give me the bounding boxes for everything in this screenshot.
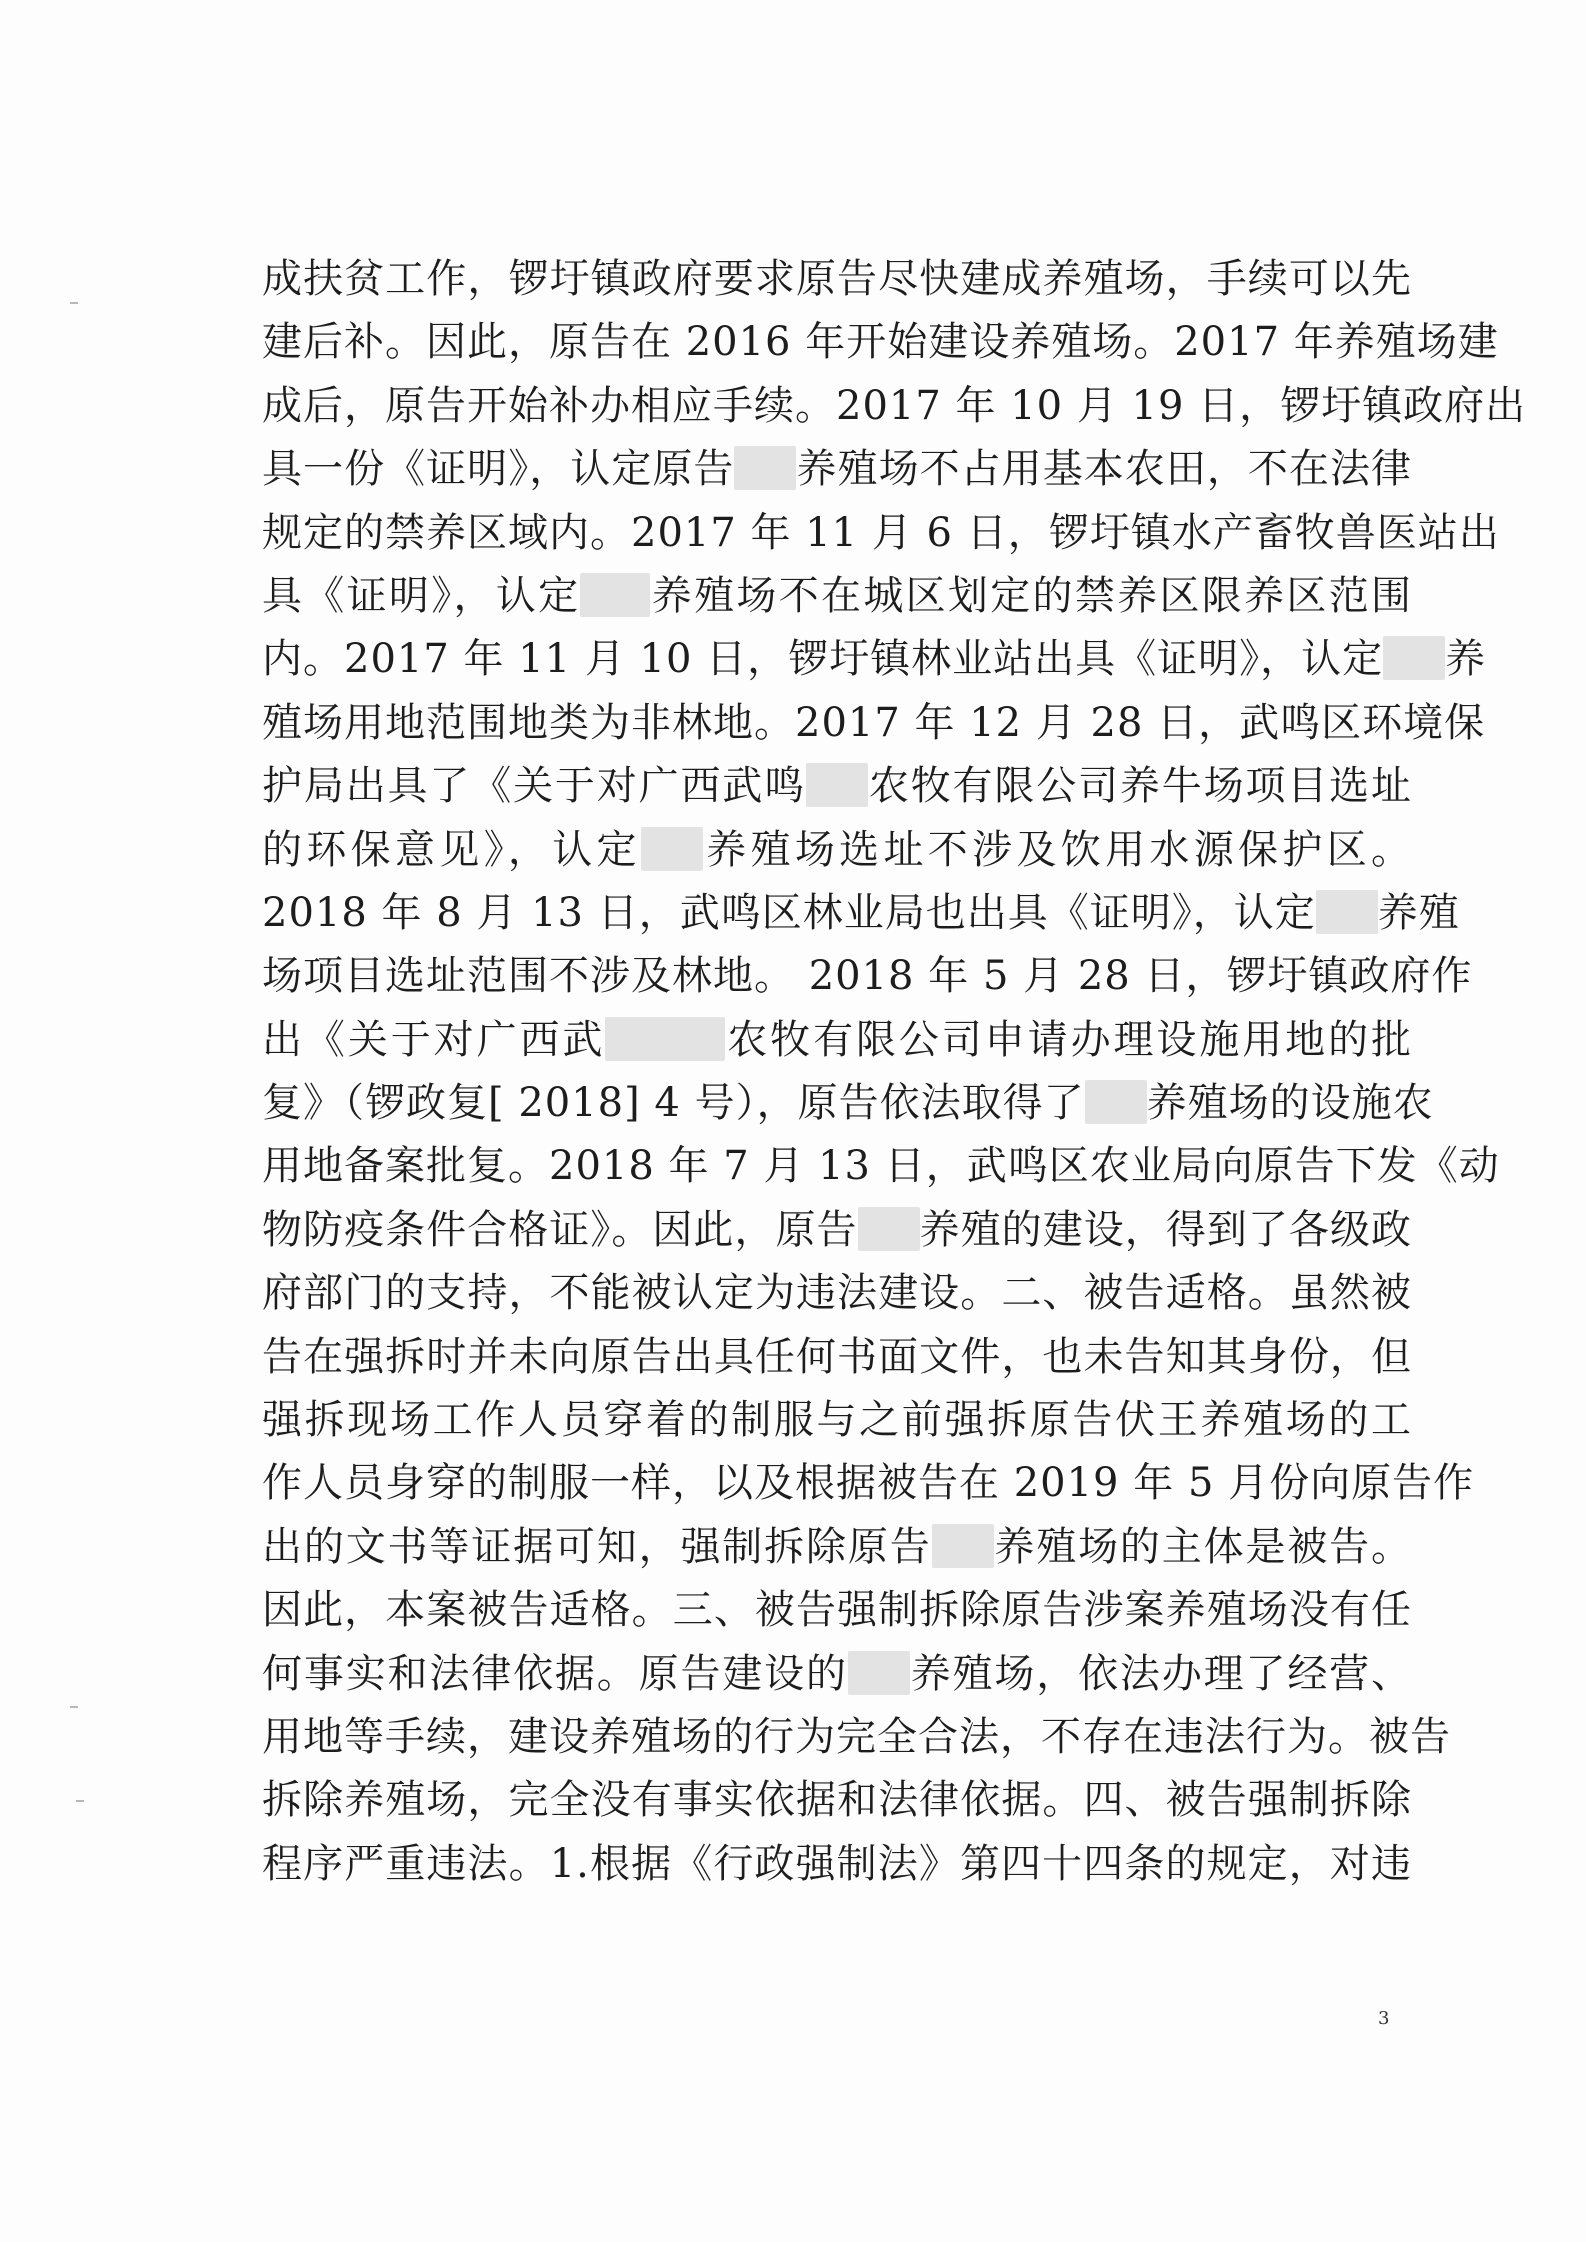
text-segment: 拆除养殖场，完全没有事实依据和法律依据。四、被告强制拆除 (262, 1777, 1412, 1824)
text-line (262, 1452, 1475, 1515)
text-segment: 何事实和法律依据。原告建设的 (262, 1650, 848, 1697)
text-line (262, 248, 1412, 311)
text-line (262, 1326, 1412, 1389)
text-segment: 成后，原告开始补办相应手续。2017 年 10 月 19 日，锣圩镇政府出 (262, 382, 1527, 429)
redaction-block (1383, 636, 1445, 680)
text-segment: 养殖场不占用基本农田，不在法律 (796, 446, 1413, 493)
redaction-block (734, 446, 796, 490)
text-segment: 成扶贫工作，锣圩镇政府要求原告尽快建成养殖场，手续可以先 (262, 256, 1412, 302)
text-line (262, 502, 1500, 565)
text-segment: 养殖 (1377, 889, 1460, 936)
redaction-block (1085, 1080, 1147, 1124)
text-line (262, 1135, 1500, 1198)
text-line (262, 1579, 1412, 1642)
redaction-block (932, 1524, 994, 1568)
text-segment: 出《关于对广西武 (262, 1016, 606, 1063)
text-segment: 作人员身穿的制服一样，以及根据被告在 2019 年 5 月份向原告作 (262, 1460, 1475, 1507)
text-segment: 复》（锣政复[ 2018] 4 号），原告依法取得了 (262, 1080, 1085, 1127)
redaction-block (848, 1651, 910, 1695)
text-line (262, 311, 1499, 374)
scan-speck (70, 302, 78, 304)
text-segment: 府部门的支持，不能被认定为违法建设。二、被告适格。虽然被 (262, 1270, 1412, 1317)
text-segment: 的环保意见》，认定 (262, 826, 641, 873)
text-segment: 建后补。因此，原告在 2016 年开始建设养殖场。2017 年养殖场建 (262, 319, 1499, 366)
text-line (262, 1262, 1412, 1325)
text-segment: 规定的禁养区域内。2017 年 11 月 6 日，锣圩镇水产畜牧兽医站出 (262, 509, 1500, 556)
text-segment: 养殖场不在城区划定的禁养区限养区范围 (650, 572, 1413, 619)
text-line (262, 1706, 1451, 1769)
text-segment: 具《证明》，认定 (262, 572, 581, 619)
text-line (262, 1389, 1412, 1452)
text-segment: 2018 年 8 月 13 日，武鸣区林业局也出具《证明》，认定 (262, 889, 1316, 936)
text-line (262, 1072, 1434, 1135)
text-segment: 物防疫条件合格证》。因此，原告 (262, 1206, 858, 1253)
text-segment: 因此，本案被告适格。三、被告强制拆除原告涉案养殖场没有任 (262, 1587, 1412, 1634)
text-segment: 强拆现场工作人员穿着的制服与之前强拆原告伏王养殖场的工 (262, 1397, 1412, 1444)
text-segment: 用地等手续，建设养殖场的行为完全合法，不存在违法行为。被告 (262, 1713, 1451, 1760)
text-segment: 内。2017 年 11 月 10 日，锣圩镇林业站出具《证明》，认定 (262, 636, 1384, 683)
text-segment: 程序严重违法。1.根据《行政强制法》第四十四条的规定，对违 (262, 1840, 1412, 1887)
text-segment: 用地备案批复。2018 年 7 月 13 日，武鸣区农业局向原告下发《动 (262, 1143, 1500, 1190)
redaction-block (605, 1017, 725, 1061)
text-segment: 告在强拆时并未向原告出具任何书面文件，也未告知其身份，但 (262, 1333, 1412, 1380)
text-segment: 养殖的建设，得到了各级政 (919, 1206, 1413, 1253)
document-body-text (262, 248, 1527, 1896)
text-line (262, 755, 1412, 818)
page-number: 3 (1378, 2008, 1390, 2029)
text-line (262, 438, 1412, 501)
text-line (262, 1199, 1412, 1262)
text-segment: 农牧有限公司养牛场项目选址 (868, 763, 1412, 810)
text-line (262, 628, 1487, 691)
redaction-block (858, 1207, 920, 1251)
text-segment: 养殖场的设施农 (1146, 1080, 1434, 1127)
text-line (262, 565, 1412, 628)
text-line (262, 1516, 1412, 1579)
text-segment: 养 (1445, 636, 1487, 683)
text-line (262, 1833, 1412, 1896)
text-segment: 具一份《证明》，认定原告 (262, 446, 735, 493)
text-segment: 养殖场的主体是被告。 (993, 1523, 1413, 1570)
text-line (262, 375, 1527, 438)
text-segment: 养殖场，依法办理了经营、 (909, 1650, 1413, 1697)
text-segment: 殖场用地范围地类为非林地。2017 年 12 月 28 日，武鸣区环境保 (262, 699, 1486, 746)
redaction-block (806, 763, 868, 807)
scan-speck (76, 1800, 84, 1802)
redaction-block (641, 827, 703, 871)
text-segment: 农牧有限公司申请办理设施用地的批 (725, 1016, 1413, 1063)
text-line (262, 1009, 1412, 1072)
scan-speck (70, 1706, 78, 1708)
text-line (262, 945, 1473, 1008)
text-segment: 出的文书等证据可知，强制拆除原告 (262, 1523, 932, 1570)
text-segment: 护局出具了《关于对广西武鸣 (262, 763, 806, 810)
text-line (262, 882, 1460, 945)
redaction-block (1316, 890, 1378, 934)
text-line (262, 1769, 1412, 1832)
redaction-block (580, 573, 650, 617)
text-segment: 养殖场选址不涉及饮用水源保护区。 (702, 826, 1413, 873)
text-line (262, 1643, 1412, 1706)
text-segment: 场项目选址范围不涉及林地。 2018 年 5 月 28 日，锣圩镇政府作 (262, 953, 1473, 1000)
text-line (262, 692, 1486, 755)
text-line (262, 819, 1412, 882)
